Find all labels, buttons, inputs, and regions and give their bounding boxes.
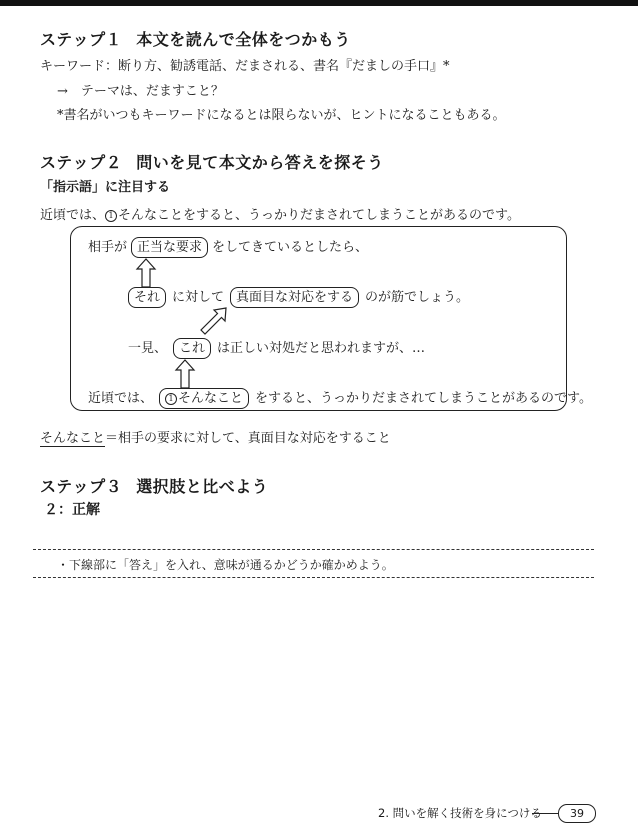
circled-number-one: 1 [105,210,117,222]
conclusion-underlined-phrase: そんなこと [40,431,106,446]
step3-answer: ２：正解 [44,502,100,518]
up-arrow-icon-2 [175,359,195,389]
pill-sonna-koto [159,388,249,409]
page-number: 39 [558,804,596,823]
step1-keyword-line: キーワード：断り方、勧誘電話、だまされる、書名『だましの手口』* [40,59,450,74]
diagram-row-1 [88,236,368,258]
step1-number: ステップ１ [40,30,123,49]
circled-number-one: 1 [165,393,177,405]
step3-number: ステップ３ [40,477,123,496]
pill-kore: これ [173,338,211,359]
row4-suffix: をすると、うっかりだまされてしまうことがあるのです。 [255,391,592,406]
step2-heading [40,150,384,173]
step3-heading [40,474,268,497]
step2-number: ステップ２ [40,153,123,172]
step1-heading [40,27,351,50]
pill-legitimate-request: 正当な要求 [131,237,208,258]
top-border-bar [0,0,638,6]
step1-theme-line: → テーマは、だますこと？ [57,84,224,99]
sentence-prefix: 近頃では、 [40,208,106,223]
diagram-row-3 [128,337,425,359]
row2-middle: に対して [172,290,225,305]
row3-suffix: は正しい対処だと思われますが、… [217,341,426,356]
diagram-row-4 [88,387,592,409]
pill-sore: それ [128,287,166,308]
row4-prefix: 近頃では、 [88,391,154,406]
step2-conclusion [40,427,391,446]
step2-target-sentence [40,204,520,223]
sentence-underlined-phrase: そんなこと [118,208,184,223]
step1-title: 本文を読んで全体をつかもう [136,30,351,49]
footer-chapter-title: 2. 問いを解く技術を身につける [378,806,542,820]
step1-note-line: *書名がいつもキーワードになるとは限らないが、ヒントになることもある。 [57,108,506,123]
footer-connector-line [532,813,558,814]
step2-subheading: 「指示語」に注目する [40,180,171,195]
diagram-row-2 [128,286,469,308]
row3-prefix: 一見、 [128,341,168,356]
pill-serious-response: 真面目な対応をする [230,287,359,308]
row1-prefix: 相手が [88,240,128,255]
step3-title: 選択肢と比べよう [136,477,269,496]
up-arrow-icon-1 [136,258,156,288]
conclusion-text: ＝相手の要求に対して、真面目な対応をすること [105,431,391,446]
step2-title: 問いを見て本文から答えを探そう [136,153,384,172]
row1-suffix: をしてきているとしたら、 [212,240,369,255]
row2-suffix: のが筋でしょう。 [365,290,470,305]
sentence-suffix: をすると、うっかりだまされてしまうことがあるのです。 [183,208,520,223]
diagonal-arrow-icon [198,306,228,336]
tip-text: ・下線部に「答え」を入れ、意味が通るかどうか確かめよう。 [57,558,394,572]
pill-sonna-koto-label: そんなこと [178,391,244,406]
